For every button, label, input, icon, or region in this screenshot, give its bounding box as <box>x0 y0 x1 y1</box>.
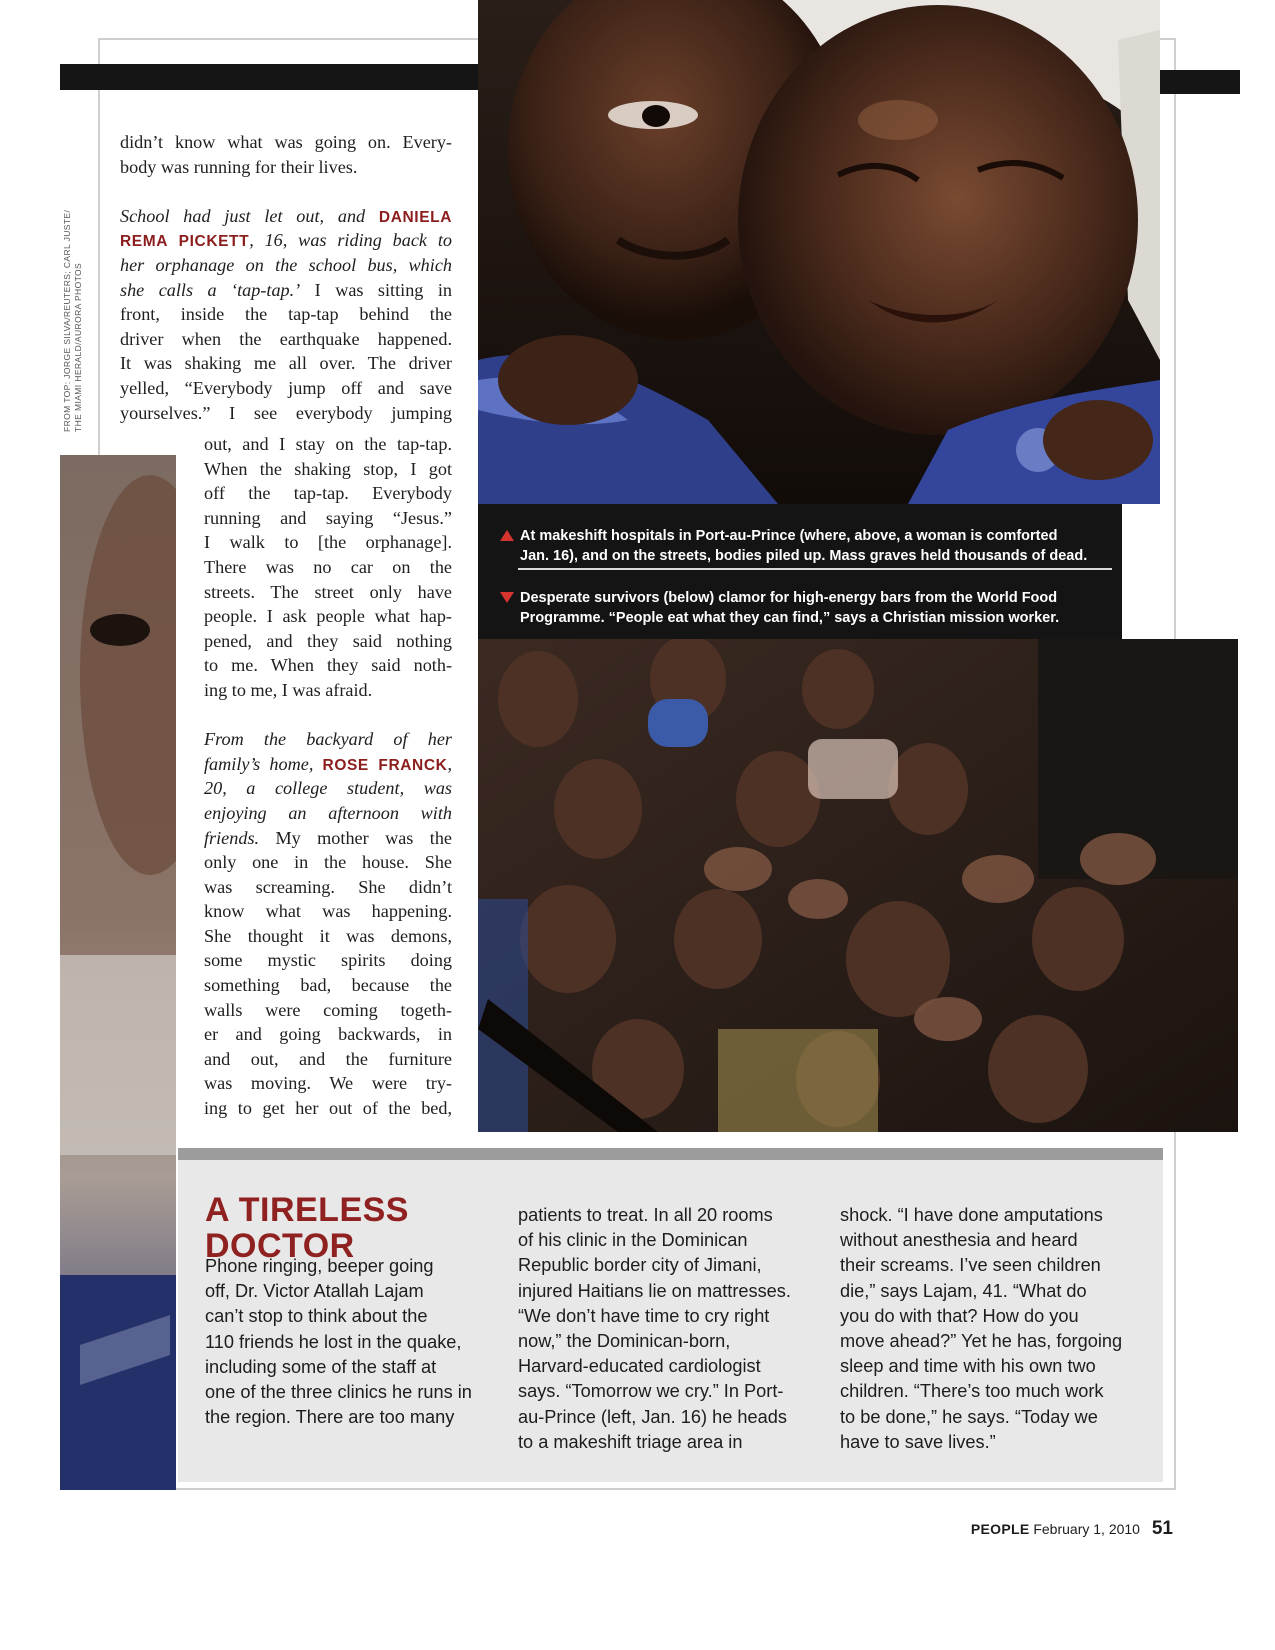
photo-doctor-left <box>60 455 176 1490</box>
caption-bottom-line-2: Programme. “People eat what they can find,” says a Christian mission worker. <box>520 610 1060 626</box>
sidebar-column-1 <box>205 1254 472 1430</box>
comma: , <box>447 753 452 774</box>
sidebar-column-3 <box>840 1203 1122 1455</box>
intro-text: she calls a ‘tap-tap.’ <box>120 279 301 300</box>
page-footer <box>971 1518 1173 1540</box>
body-line: know what was happening. <box>204 901 452 922</box>
body-line: and out, and the furniture <box>204 1048 452 1069</box>
body-line: It was shaking me all over. The driver <box>120 353 452 374</box>
quote-text: My mother was the <box>259 827 452 848</box>
caption-bottom-line-1: Desperate survivors (below) clamor for high-energy bars from the World Food <box>520 590 1058 606</box>
sidebar-line: off, Dr. Victor Atallah Lajam <box>205 1281 424 1302</box>
caption-top-line-2: Jan. 16), and on the streets, bodies piled up. Mass graves held thousands of dead. <box>520 548 1088 564</box>
page-number: 51 <box>1151 1518 1173 1539</box>
body-line: running and saying “Jesus.” <box>204 507 452 528</box>
top-rule-right <box>1160 70 1240 94</box>
person-name-rose-franck: ROSE FRANCK <box>322 756 448 774</box>
body-line: out, and I stay on the tap-tap. <box>204 434 452 454</box>
body-line: When the shaking stop, I got <box>204 458 452 479</box>
intro-text: friends. <box>204 827 260 848</box>
sidebar-line: including some of the staff at <box>205 1356 437 1377</box>
photo-credit-line-2: THE MIAMI HERALD/AURORA PHOTOS <box>73 262 83 432</box>
franck-intro-line-1: From the backyard of her <box>204 729 452 750</box>
sidebar-line: move ahead?” Yet he has, forgoing <box>840 1330 1123 1351</box>
body-line: She thought it was demons, <box>204 925 452 946</box>
page-frame-bottom <box>98 1488 1176 1490</box>
triangle-down-icon <box>500 592 514 603</box>
sidebar-column-2 <box>518 1203 791 1455</box>
caption-top-line-1: At makeshift hospitals in Port-au-Prince (where, above, a woman is comforted <box>520 528 1058 544</box>
caption-box <box>478 504 1122 639</box>
sidebar-line: now,” the Dominican-born, <box>518 1330 731 1351</box>
body-line: yourselves.” I see everybody jumping <box>120 402 452 423</box>
body-line: I walk to [the orphanage]. <box>204 532 452 553</box>
sidebar-line: patients to treat. In all 20 rooms <box>518 1205 773 1225</box>
sidebar-title-line-1: A TIRELESS <box>205 1191 409 1229</box>
intro-text: School had just let out, and <box>120 205 379 226</box>
person-name-rema-pickett: REMA PICKETT <box>120 233 250 251</box>
body-line: streets. The street only have <box>204 581 452 602</box>
pickett-intro-line-2 <box>120 228 452 253</box>
body-line: ing to get her out of the bed, <box>204 1098 452 1119</box>
sidebar-line: injured Haitians lie on mattresses. <box>518 1280 791 1301</box>
magazine-name: PEOPLE <box>970 1521 1030 1537</box>
sidebar-line: “We don’t have time to cry right <box>518 1305 770 1326</box>
sidebar-line: shock. “I have done amputations <box>840 1205 1103 1225</box>
photo-credit <box>62 210 84 432</box>
body-line: something bad, because the <box>204 975 452 996</box>
body-line: to me. When they said noth- <box>204 655 452 676</box>
sidebar-line: Republic border city of Jimani, <box>518 1255 762 1276</box>
sidebar-line: the region. There are too many <box>205 1407 455 1428</box>
body-line: off the tap-tap. Everybody <box>204 483 452 504</box>
sidebar-line: you do with that? How do you <box>840 1305 1079 1326</box>
sidebar-line: one of the three clinics he runs in <box>205 1381 472 1402</box>
body-line: pened, and they said nothing <box>204 630 452 651</box>
pickett-intro-line-4 <box>120 278 452 303</box>
pickett-intro-line-1 <box>120 204 452 229</box>
body-line: was screaming. She didn’t <box>204 876 452 897</box>
photo-survivors-crowd <box>478 639 1238 1132</box>
sidebar-title-line-2: DOCTOR <box>205 1227 355 1265</box>
sidebar-line: have to save lives.” <box>840 1431 996 1452</box>
person-name-daniela: DANIELA <box>378 208 452 226</box>
intro-text: family’s home, <box>204 753 323 774</box>
body-line: front, inside the tap-tap behind the <box>120 304 452 325</box>
body-line: was moving. We were try- <box>204 1073 452 1094</box>
franck-intro-line-3: 20, a college student, was <box>204 778 452 799</box>
top-rule-left <box>60 64 480 90</box>
body-line: only one in the house. She <box>204 852 452 873</box>
franck-intro-line-4: enjoying an afternoon with <box>204 802 452 823</box>
article-column-wide <box>120 130 452 425</box>
caption-divider <box>518 568 1112 570</box>
quote-text: I was sitting in <box>300 279 452 300</box>
body-line: walls were coming togeth- <box>204 999 452 1020</box>
body-line: er and going backwards, in <box>204 1024 452 1045</box>
body-line: body was running for their lives. <box>120 156 358 177</box>
sidebar-line: can’t stop to think about the <box>205 1306 428 1327</box>
intro-text: , 16, was riding back to <box>249 230 452 251</box>
sidebar-line: to a makeshift triage area in <box>518 1431 743 1452</box>
body-line: ing to me, I was afraid. <box>204 679 373 700</box>
body-line: yelled, “Everybody jump off and save <box>120 377 452 398</box>
body-line: didn’t know what was going on. Every- <box>120 132 452 152</box>
franck-intro-line-2 <box>204 752 452 777</box>
body-line: some mystic spirits doing <box>204 950 452 971</box>
sidebar-top-rule <box>178 1148 1163 1160</box>
sidebar-line: to be done,” he says. “Today we <box>840 1406 1098 1427</box>
sidebar-line: 110 friends he lost in the quake, <box>205 1331 462 1352</box>
sidebar-line: Harvard-educated cardiologist <box>518 1356 761 1377</box>
sidebar-line: without anesthesia and heard <box>840 1230 1078 1251</box>
article-column-narrow <box>204 432 452 1121</box>
body-line: There was no car on the <box>204 556 452 577</box>
pickett-intro-line-3: her orphanage on the school bus, which <box>120 254 452 275</box>
caption-top <box>520 526 1102 566</box>
sidebar-line: says. “Tomorrow we cry.” In Port- <box>518 1381 784 1402</box>
sidebar-line: their screams. I’ve seen children <box>840 1255 1101 1276</box>
photo-woman-comforted <box>478 0 1160 504</box>
sidebar-line: Phone ringing, beeper going <box>205 1256 434 1276</box>
body-line: driver when the earthquake happened. <box>120 328 452 349</box>
issue-date: February 1, 2010 <box>1033 1521 1140 1537</box>
sidebar-line: au-Prince (left, Jan. 16) he heads <box>518 1406 787 1427</box>
caption-bottom <box>520 588 1102 628</box>
sidebar-line: die,” says Lajam, 41. “What do <box>840 1280 1087 1301</box>
triangle-up-icon <box>500 530 514 541</box>
franck-intro-line-5 <box>204 826 452 851</box>
sidebar-line: sleep and time with his own two <box>840 1356 1096 1377</box>
photo-credit-line-1: FROM TOP: JORGE SILVA/REUTERS; CARL JUSTE/ <box>62 209 72 432</box>
sidebar-line: of his clinic in the Dominican <box>518 1230 748 1251</box>
body-line: people. I ask people what hap- <box>204 606 452 627</box>
sidebar-line: children. “There’s too much work <box>840 1381 1104 1402</box>
